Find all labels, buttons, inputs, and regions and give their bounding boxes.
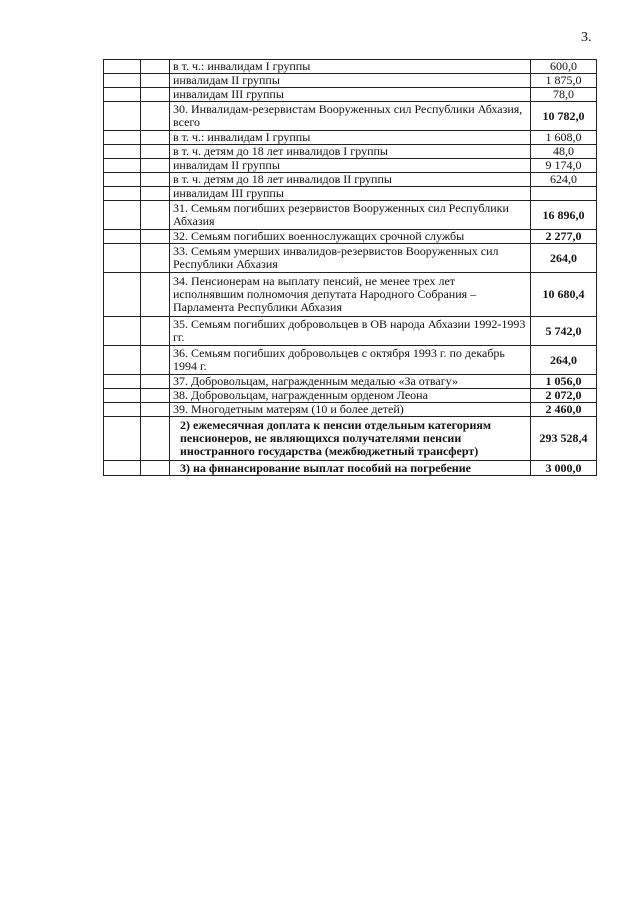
row-description: 32. Семьям погибших военнослужащих срочной службы (170, 230, 531, 244)
row-description: инвалидам III группы (170, 88, 531, 102)
table-row (104, 145, 597, 159)
row-subindex-cell (141, 201, 170, 230)
table-row (104, 389, 597, 403)
table-row (104, 273, 597, 317)
row-description: 31. Семьям погибших резервистов Вооруженных сил Республики Абхазия (170, 201, 531, 230)
row-amount: 624,0 (531, 173, 597, 187)
table-row (104, 187, 597, 201)
row-description: в т. ч.: инвалидам I группы (170, 131, 531, 145)
row-subindex-cell (141, 131, 170, 145)
row-index-cell (104, 417, 141, 461)
row-amount: 264,0 (531, 244, 597, 273)
page-number: 3. (581, 30, 592, 45)
row-description: 36. Семьям погибших добровольцев с октября 1993 г. по декабрь 1994 г. (170, 346, 531, 375)
row-index-cell (104, 173, 141, 187)
row-index-cell (104, 230, 141, 244)
table-row (104, 102, 597, 131)
row-description: 35. Семьям погибших добровольцев в ОВ народа Абхазии 1992-1993 гг. (170, 317, 531, 346)
row-amount: 16 896,0 (531, 201, 597, 230)
row-amount: 9 174,0 (531, 159, 597, 173)
table-row (104, 317, 597, 346)
row-subindex-cell (141, 187, 170, 201)
row-subindex-cell (141, 102, 170, 131)
row-index-cell (104, 317, 141, 346)
table-row (104, 74, 597, 88)
row-index-cell (104, 273, 141, 317)
row-subindex-cell (141, 159, 170, 173)
row-index-cell (104, 131, 141, 145)
row-index-cell (104, 375, 141, 389)
row-amount: 5 742,0 (531, 317, 597, 346)
table-row (104, 159, 597, 173)
row-description: 3) на финансирование выплат пособий на погребение (170, 461, 531, 476)
row-description: 38. Добровольцам, награжденным орденом Леона (170, 389, 531, 403)
row-amount: 10 782,0 (531, 102, 597, 131)
row-description: 33. Семьям умерших инвалидов-резервистов Вооруженных сил Республики Абхазия (170, 244, 531, 273)
row-subindex-cell (141, 317, 170, 346)
row-description: 39. Многодетным матерям (10 и более детей) (170, 403, 531, 417)
row-subindex-cell (141, 244, 170, 273)
table-row (104, 88, 597, 102)
row-amount: 1 875,0 (531, 74, 597, 88)
row-index-cell (104, 159, 141, 173)
row-description: в т. ч. детям до 18 лет инвалидов I группы (170, 145, 531, 159)
row-subindex-cell (141, 403, 170, 417)
row-description: 2) ежемесячная доплата к пенсии отдельным категориям пенсионеров, не являющихся получателями пенсии иностранного государства (межбюджетный трансферт) (170, 417, 531, 461)
row-amount: 1 056,0 (531, 375, 597, 389)
budget-table (103, 59, 597, 476)
table-row (104, 173, 597, 187)
row-index-cell (104, 244, 141, 273)
row-description: инвалидам III группы (170, 187, 531, 201)
row-amount: 78,0 (531, 88, 597, 102)
table-row (104, 346, 597, 375)
table-row (104, 60, 597, 74)
row-amount: 1 608,0 (531, 131, 597, 145)
row-index-cell (104, 60, 141, 74)
row-index-cell (104, 201, 141, 230)
row-index-cell (104, 145, 141, 159)
row-description: инвалидам II группы (170, 74, 531, 88)
row-subindex-cell (141, 375, 170, 389)
row-description: инвалидам II группы (170, 159, 531, 173)
row-description: 34. Пенсионерам на выплату пенсий, не менее трех лет исполнявшим полномочия депутата Народного Собрания – Парламента Республики Абхазия (170, 273, 531, 317)
row-index-cell (104, 389, 141, 403)
row-amount: 293 528,4 (531, 417, 597, 461)
table-row (104, 201, 597, 230)
row-index-cell (104, 403, 141, 417)
row-subindex-cell (141, 88, 170, 102)
row-description: 30. Инвалидам-резервистам Вооруженных сил Республики Абхазия, всего (170, 102, 531, 131)
row-description: 37. Добровольцам, награжденным медалью «За отвагу» (170, 375, 531, 389)
row-subindex-cell (141, 389, 170, 403)
row-index-cell (104, 461, 141, 476)
row-amount: 10 680,4 (531, 273, 597, 317)
row-amount: 2 460,0 (531, 403, 597, 417)
row-subindex-cell (141, 74, 170, 88)
table-row (104, 230, 597, 244)
row-index-cell (104, 187, 141, 201)
table-row (104, 131, 597, 145)
row-subindex-cell (141, 273, 170, 317)
row-subindex-cell (141, 230, 170, 244)
row-subindex-cell (141, 173, 170, 187)
row-amount: 48,0 (531, 145, 597, 159)
row-amount (531, 187, 597, 201)
row-subindex-cell (141, 417, 170, 461)
table-row (104, 403, 597, 417)
row-subindex-cell (141, 145, 170, 159)
row-index-cell (104, 74, 141, 88)
row-subindex-cell (141, 346, 170, 375)
table-row (104, 461, 597, 476)
budget-table-body (104, 60, 597, 476)
row-description: в т. ч.: инвалидам I группы (170, 60, 531, 74)
row-index-cell (104, 346, 141, 375)
row-index-cell (104, 88, 141, 102)
row-description: в т. ч. детям до 18 лет инвалидов II группы (170, 173, 531, 187)
row-amount: 264,0 (531, 346, 597, 375)
row-amount: 2 277,0 (531, 230, 597, 244)
table-row (104, 375, 597, 389)
row-amount: 3 000,0 (531, 461, 597, 476)
row-subindex-cell (141, 461, 170, 476)
table-row (104, 244, 597, 273)
row-subindex-cell (141, 60, 170, 74)
row-index-cell (104, 102, 141, 131)
row-amount: 2 072,0 (531, 389, 597, 403)
row-amount: 600,0 (531, 60, 597, 74)
table-row (104, 417, 597, 461)
